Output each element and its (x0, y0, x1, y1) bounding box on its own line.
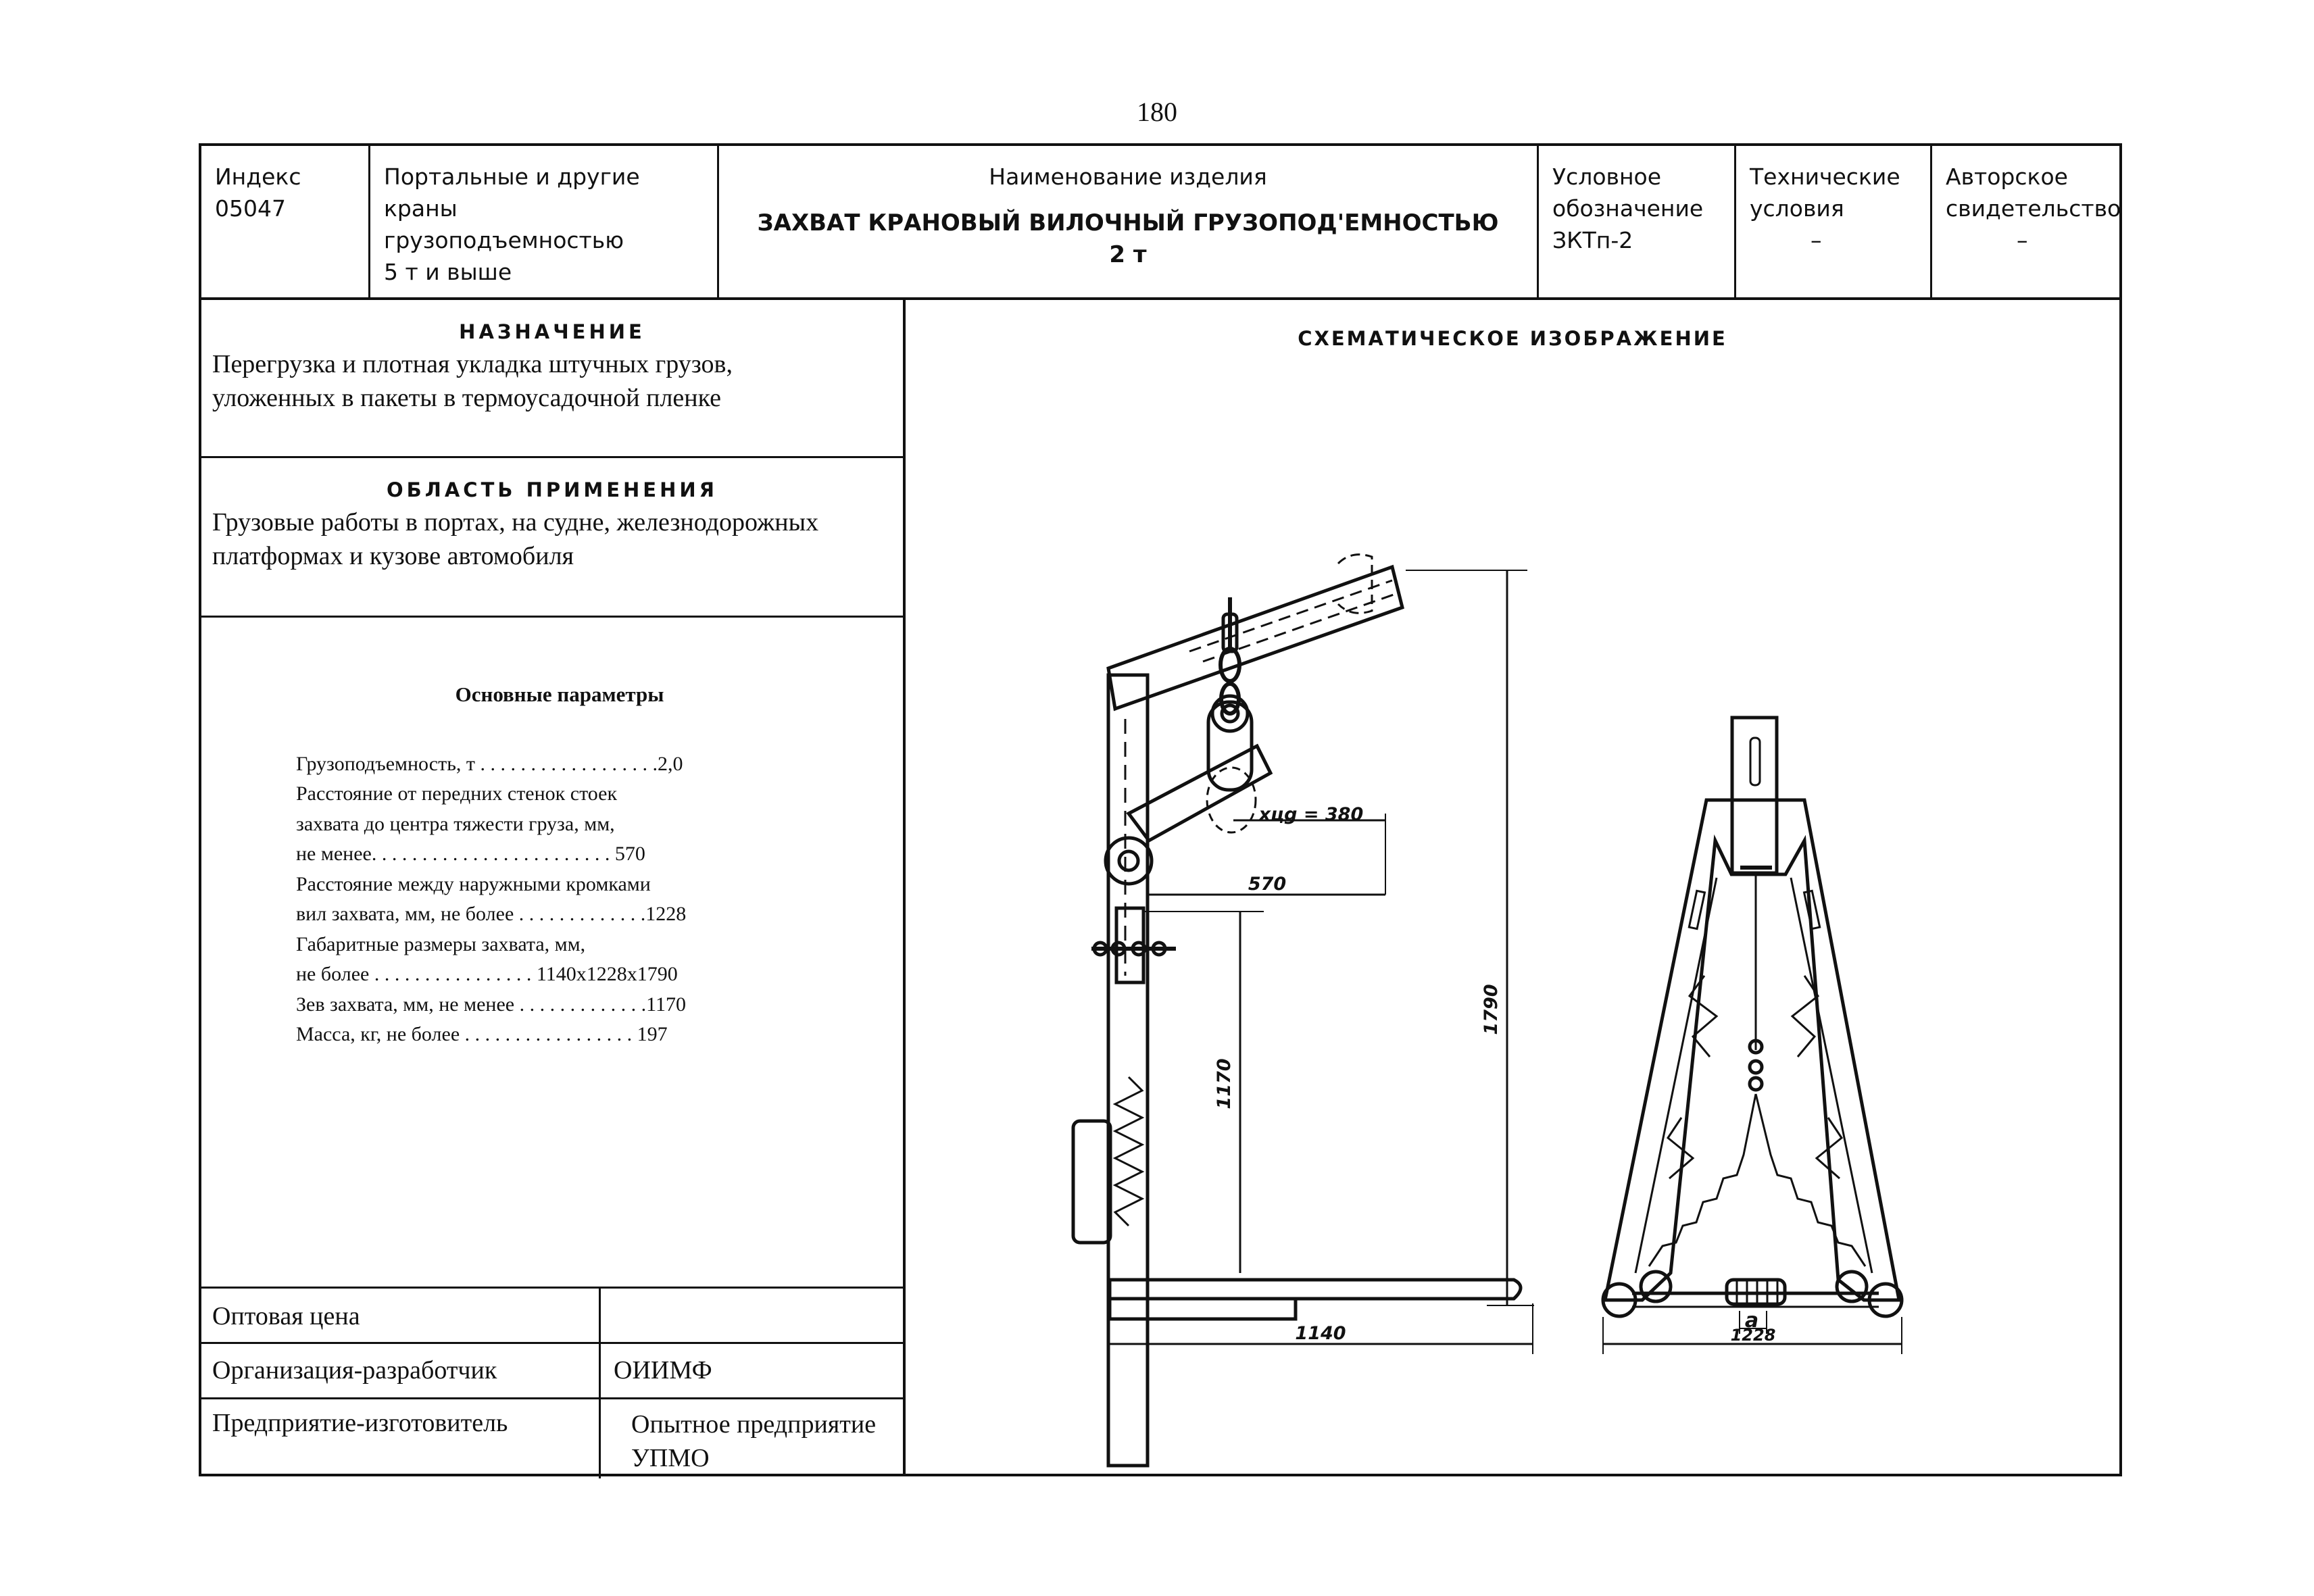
price-divider (599, 1289, 601, 1344)
price-label: Оптовая цена (212, 1302, 360, 1330)
param-row: не менее. . . . . . . . . . . . . . . . . . . . . . . . 570 (296, 843, 645, 865)
param-row: Габаритные размеры захвата, мм, (296, 932, 586, 955)
parameters-list (296, 618, 823, 1050)
index-value: 05047 (215, 195, 286, 222)
header-row (201, 146, 2119, 300)
param-row: вил захвата, мм, не более . . . . . . . . . . . . .1228 (296, 903, 687, 925)
application-section (201, 458, 903, 618)
param-row: Расстояние от передних стенок стоек (296, 782, 618, 805)
dim-a-label: a (1744, 1309, 1759, 1332)
developer-divider (599, 1344, 601, 1399)
purpose-line-2: уложенных в пакеты в термоусадочной пленке (212, 384, 721, 412)
schematic-column (906, 300, 2119, 1476)
application-title: ОБЛАСТЬ ПРИМЕНЕНИЯ (387, 478, 718, 501)
product-name-line-2: 2 т (1109, 241, 1147, 268)
product-label: Наименование изделия (989, 164, 1267, 190)
param-row: захвата до центра тяжести груза, мм, (296, 812, 615, 835)
dim-1790-label: 1790 (1481, 984, 1502, 1035)
tech-value: – (1811, 227, 1822, 253)
designation-value: ЗКТп-2 (1552, 227, 1633, 253)
author-label-1: Авторское (1946, 164, 2068, 190)
purpose-line-1: Перегрузка и плотная укладка штучных грузов, (212, 350, 733, 378)
left-column (201, 300, 906, 1476)
manufacturer-value (631, 1407, 876, 1475)
category-line-3: 5 т и выше (384, 259, 512, 285)
designation-label-2: обозначение (1552, 195, 1704, 222)
param-row: Масса, кг, не более . . . . . . . . . . . . . . . . . 197 (296, 1023, 668, 1045)
tech-conditions-cell (1736, 146, 1932, 297)
param-row: Расстояние между наружными кромками (296, 872, 651, 895)
category-cell (370, 146, 719, 297)
author-cert-cell (1932, 146, 2122, 297)
price-row (201, 1287, 903, 1342)
parameters-title: Основные параметры (455, 682, 664, 706)
manufacturer-divider (599, 1399, 601, 1478)
designation-cell (1539, 146, 1736, 297)
manufacturer-label: Предприятие-изготовитель (212, 1409, 508, 1437)
application-line-2: платформах и кузове автомобиля (212, 542, 574, 570)
manufacturer-row (201, 1397, 903, 1476)
schematic-title: СХЕМАТИЧЕСКОЕ ИЗОБРАЖЕНИЕ (1298, 327, 1727, 350)
dim-1140-label: 1140 (1295, 1323, 1346, 1344)
application-line-1: Грузовые работы в портах, на судне, железнодорожных (212, 508, 819, 537)
tech-label-2: условия (1750, 195, 1844, 222)
product-cell (719, 146, 1539, 297)
designation-label-1: Условное (1552, 164, 1662, 190)
dim-1228-label: 1228 (1730, 1326, 1776, 1345)
schematic-drawing (906, 300, 2119, 1476)
developer-row (201, 1342, 903, 1397)
purpose-text (201, 343, 903, 419)
parameters-section (201, 618, 903, 1287)
param-row: Зев захвата, мм, не менее . . . . . . . . . . . . .1170 (296, 993, 686, 1016)
tech-label-1: Технические (1750, 164, 1900, 190)
manufacturer-value-line-2: УПМО (631, 1444, 710, 1472)
param-row: Грузоподъемность, т . . . . . . . . . . . . . . . . . .2,0 (296, 752, 683, 775)
product-name-line-1: ЗАХВАТ КРАНОВЫЙ ВИЛОЧНЫЙ ГРУЗОПОД'ЕМНОСТЬЮ (757, 209, 1499, 236)
purpose-section (201, 300, 903, 458)
author-value: – (2017, 227, 2028, 253)
purpose-title: НАЗНАЧЕНИЕ (459, 320, 645, 343)
developer-value: ОИИМФ (614, 1356, 712, 1385)
dim-570-label: 570 (1248, 874, 1287, 895)
author-label-2: свидетельство (1946, 195, 2121, 222)
developer-label: Организация-разработчик (212, 1356, 497, 1385)
dim-1170-label: 1170 (1214, 1058, 1235, 1109)
category-line-2: краны грузоподъемностью (384, 195, 624, 253)
category-line-1: Портальные и другие (384, 164, 640, 190)
page-number: 180 (1137, 97, 1177, 127)
manufacturer-value-line-1: Опытное предприятие (631, 1410, 877, 1439)
application-text (201, 501, 903, 577)
product-card (199, 143, 2122, 1476)
index-label: Индекс (215, 164, 301, 190)
dim-cog-label: xцg = 380 (1258, 804, 1364, 825)
index-cell (201, 146, 370, 297)
param-row: не более . . . . . . . . . . . . . . . . 1140x1228x1790 (296, 963, 678, 985)
front-view (1603, 718, 1902, 1354)
